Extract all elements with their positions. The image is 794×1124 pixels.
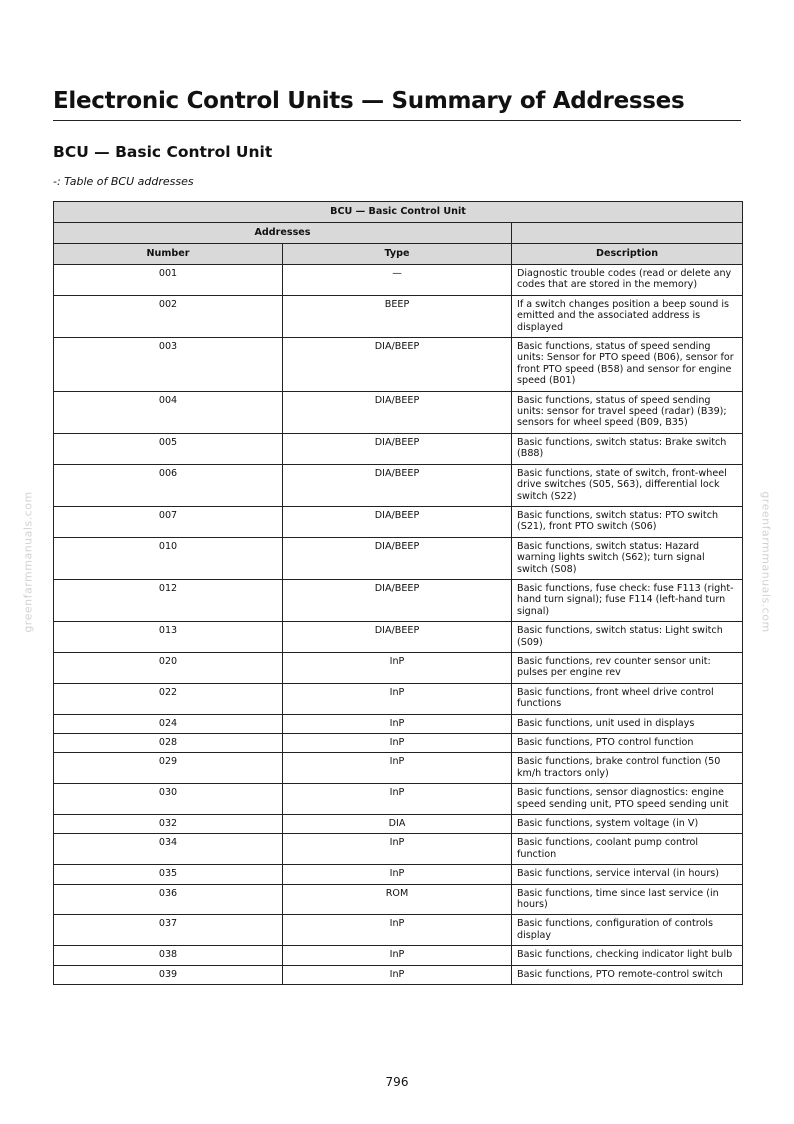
address-type: DIA/BEEP <box>283 464 512 506</box>
table-row <box>54 579 743 621</box>
table-row <box>54 834 743 865</box>
address-number: 001 <box>54 265 283 296</box>
address-type: InP <box>283 834 512 865</box>
address-number: 020 <box>54 652 283 683</box>
address-number: 003 <box>54 338 283 392</box>
address-type: — <box>283 265 512 296</box>
address-description: Basic functions, switch status: Light switch (S09) <box>512 622 743 653</box>
address-number: 038 <box>54 946 283 965</box>
address-number: 037 <box>54 915 283 946</box>
address-type: InP <box>283 683 512 714</box>
table-row <box>54 295 743 337</box>
table-row <box>54 734 743 753</box>
table-row <box>54 265 743 296</box>
table-row <box>54 464 743 506</box>
bcu-address-table <box>53 201 743 985</box>
address-description: Basic functions, brake control function (50 km/h tractors only) <box>512 753 743 784</box>
address-number: 006 <box>54 464 283 506</box>
address-type: InP <box>283 965 512 984</box>
address-description: Basic functions, PTO control function <box>512 734 743 753</box>
address-number: 012 <box>54 579 283 621</box>
table-row <box>54 865 743 884</box>
address-description: If a switch changes position a beep sound is emitted and the associated address is displayed <box>512 295 743 337</box>
table-body <box>54 265 743 985</box>
address-number: 028 <box>54 734 283 753</box>
table-row <box>54 915 743 946</box>
address-number: 013 <box>54 622 283 653</box>
address-type: DIA/BEEP <box>283 338 512 392</box>
address-number: 010 <box>54 537 283 579</box>
table-row <box>54 506 743 537</box>
address-description: Basic functions, fuse check: fuse F113 (right-hand turn signal); fuse F114 (left-hand turn signal) <box>512 579 743 621</box>
address-type: BEEP <box>283 295 512 337</box>
address-description: Basic functions, coolant pump control function <box>512 834 743 865</box>
address-type: InP <box>283 714 512 733</box>
empty-header-cell <box>512 223 743 244</box>
address-description: Basic functions, state of switch, front-wheel drive switches (S05, S63), differential lock switch (S22) <box>512 464 743 506</box>
table-row <box>54 652 743 683</box>
address-description: Basic functions, rev counter sensor unit: pulses per engine rev <box>512 652 743 683</box>
address-number: 024 <box>54 714 283 733</box>
address-number: 034 <box>54 834 283 865</box>
address-type: DIA/BEEP <box>283 537 512 579</box>
page-title: Electronic Control Units — Summary of Addresses <box>53 86 741 121</box>
watermark-left: greenfarmmanuals.com <box>21 491 35 633</box>
table-row <box>54 784 743 815</box>
address-number: 036 <box>54 884 283 915</box>
address-type: InP <box>283 865 512 884</box>
table-caption: -: Table of BCU addresses <box>53 175 194 188</box>
address-description: Basic functions, service interval (in hours) <box>512 865 743 884</box>
address-number: 004 <box>54 391 283 433</box>
address-number: 035 <box>54 865 283 884</box>
address-number: 007 <box>54 506 283 537</box>
table-row <box>54 714 743 733</box>
section-title: BCU — Basic Control Unit <box>53 143 273 161</box>
address-type: DIA <box>283 815 512 834</box>
address-type: DIA/BEEP <box>283 506 512 537</box>
address-description: Basic functions, time since last service (in hours) <box>512 884 743 915</box>
address-description: Basic functions, status of speed sending units: Sensor for PTO speed (B06), sensor for front PTO speed (B58) and sensor for engine speed (B01) <box>512 338 743 392</box>
table-row <box>54 622 743 653</box>
address-type: InP <box>283 753 512 784</box>
table-row <box>54 815 743 834</box>
table-row <box>54 965 743 984</box>
address-number: 030 <box>54 784 283 815</box>
address-type: DIA/BEEP <box>283 391 512 433</box>
address-description: Basic functions, switch status: Brake switch (B88) <box>512 433 743 464</box>
table-row <box>54 946 743 965</box>
column-header-number: Number <box>54 244 283 265</box>
column-header-type: Type <box>283 244 512 265</box>
address-type: InP <box>283 652 512 683</box>
table-title-header: BCU — Basic Control Unit <box>54 202 743 223</box>
address-type: ROM <box>283 884 512 915</box>
address-number: 039 <box>54 965 283 984</box>
address-description: Diagnostic trouble codes (read or delete any codes that are stored in the memory) <box>512 265 743 296</box>
table-row <box>54 683 743 714</box>
address-number: 002 <box>54 295 283 337</box>
address-description: Basic functions, checking indicator light bulb <box>512 946 743 965</box>
address-description: Basic functions, switch status: Hazard warning lights switch (S62); turn signal switch (S08) <box>512 537 743 579</box>
table-row <box>54 391 743 433</box>
address-description: Basic functions, sensor diagnostics: engine speed sending unit, PTO speed sending unit <box>512 784 743 815</box>
address-type: InP <box>283 946 512 965</box>
table-row <box>54 884 743 915</box>
address-number: 032 <box>54 815 283 834</box>
address-description: Basic functions, PTO remote-control switch <box>512 965 743 984</box>
address-type: InP <box>283 734 512 753</box>
table-row <box>54 338 743 392</box>
address-type: DIA/BEEP <box>283 579 512 621</box>
address-description: Basic functions, switch status: PTO switch (S21), front PTO switch (S06) <box>512 506 743 537</box>
table-row <box>54 433 743 464</box>
address-description: Basic functions, unit used in displays <box>512 714 743 733</box>
address-type: InP <box>283 915 512 946</box>
column-header-description: Description <box>512 244 743 265</box>
table-row <box>54 753 743 784</box>
watermark-right: greenfarmmanuals.com <box>759 491 773 633</box>
addresses-group-header: Addresses <box>54 223 512 244</box>
page-number: 796 <box>385 1075 409 1089</box>
address-description: Basic functions, status of speed sending units: sensor for travel speed (radar) (B39); sensors for wheel speed (B09, B35) <box>512 391 743 433</box>
table-row <box>54 537 743 579</box>
address-number: 022 <box>54 683 283 714</box>
address-type: DIA/BEEP <box>283 622 512 653</box>
address-type: InP <box>283 784 512 815</box>
address-number: 029 <box>54 753 283 784</box>
address-type: DIA/BEEP <box>283 433 512 464</box>
address-number: 005 <box>54 433 283 464</box>
address-description: Basic functions, front wheel drive control functions <box>512 683 743 714</box>
address-description: Basic functions, system voltage (in V) <box>512 815 743 834</box>
address-description: Basic functions, configuration of controls display <box>512 915 743 946</box>
